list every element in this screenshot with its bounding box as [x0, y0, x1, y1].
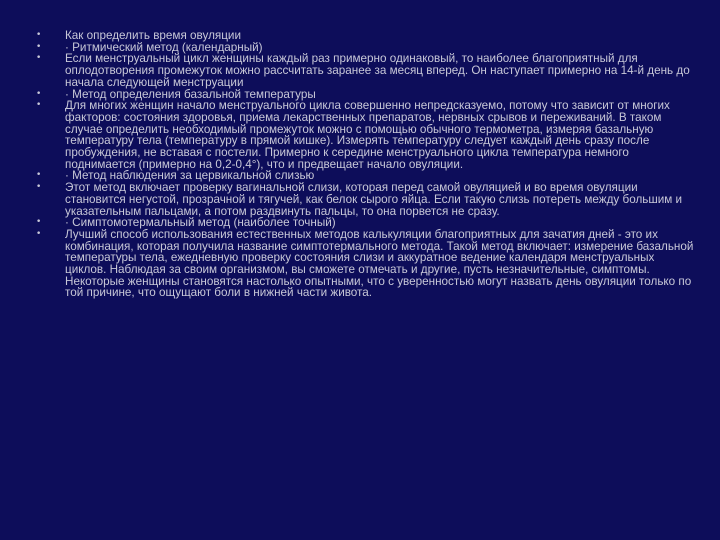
bullet-dot: • — [36, 30, 42, 40]
bullet-dot: • — [36, 217, 42, 228]
bullet-dot: • — [36, 182, 42, 193]
bullet-dot: • — [36, 228, 42, 239]
bullet-dot: • — [36, 100, 42, 111]
bullet-text: Этот метод включает проверку вагинальной слизи, которая перед самой овуляцией и во время овуляции становится негустой, прозрачной и тягучей, как белок сырого яйца. Если такую слизь потереть между большим и указательным пальцами, а потом раздвинуть пальцы, то она порвется не сразу. — [65, 181, 683, 218]
bullet-dot: • — [36, 41, 42, 52]
bullet-item — [36, 53, 696, 88]
bullet-text: Если менструальный цикл женщины каждый раз примерно одинаковый, то наиболее благоприятный для оплодотворения промежуток можно рассчитать заранее за месяц вперед. Он наступает примерно на 14-й день до начала следующей менструации — [65, 52, 690, 89]
bullet-item — [36, 229, 696, 299]
bullet-dot: • — [36, 88, 42, 99]
bullet-text: · Метод наблюдения за цервикальной слизью — [65, 169, 315, 183]
bullet-item — [36, 100, 696, 170]
bullet-text: Как определить время овуляции — [65, 29, 241, 42]
bullet-dot: • — [36, 53, 42, 64]
bullet-dot: • — [36, 170, 42, 181]
bullet-text: · Метод определения базальной температуры — [65, 87, 316, 101]
bullet-text: Для многих женщин начало менструального цикла совершенно непредсказуемо, потому что зависит от многих факторов: состояния здоровья, приема лекарственных препаратов, нервных срывов и переживаний. В таком случае определить необходимый промежуток можно с помощью обычного термометра, измеряя базальную температуру тела (температуру в прямой кишке). Измерять температуру следует каждый день сразу после пробуждения, не вставая с постели. Примерно к середине менструального цикла температура немного поднимается (примерно на 0,2-0,4°), что и предвещает начало овуляции. — [65, 99, 670, 171]
bullet-text: Лучший способ использования естественных методов калькуляции благоприятных для зачатия дней - это их комбинация, которая получила название симптотермального метода. Такой метод включает: измерение базальной температуры тела, ежедневную проверку состояния слизи и аккуратное ведение календаря менструальных циклов. Наблюдая за своим организмом, вы сможете отмечать и другие, пусть незначительные, симптомы. Некоторые женщины становятся настолько опытными, что с уверенностью могут назвать день овуляции только по той причине, что ощущают боли в нижней части живота. — [65, 227, 694, 300]
bullet-list — [36, 30, 696, 299]
bullet-item — [36, 30, 696, 42]
bullet-text: · Ритмический метод (календарный) — [65, 40, 263, 54]
bullet-text: · Симптомотермальный метод (наиболее точный) — [65, 216, 336, 230]
bullet-item — [36, 182, 696, 217]
